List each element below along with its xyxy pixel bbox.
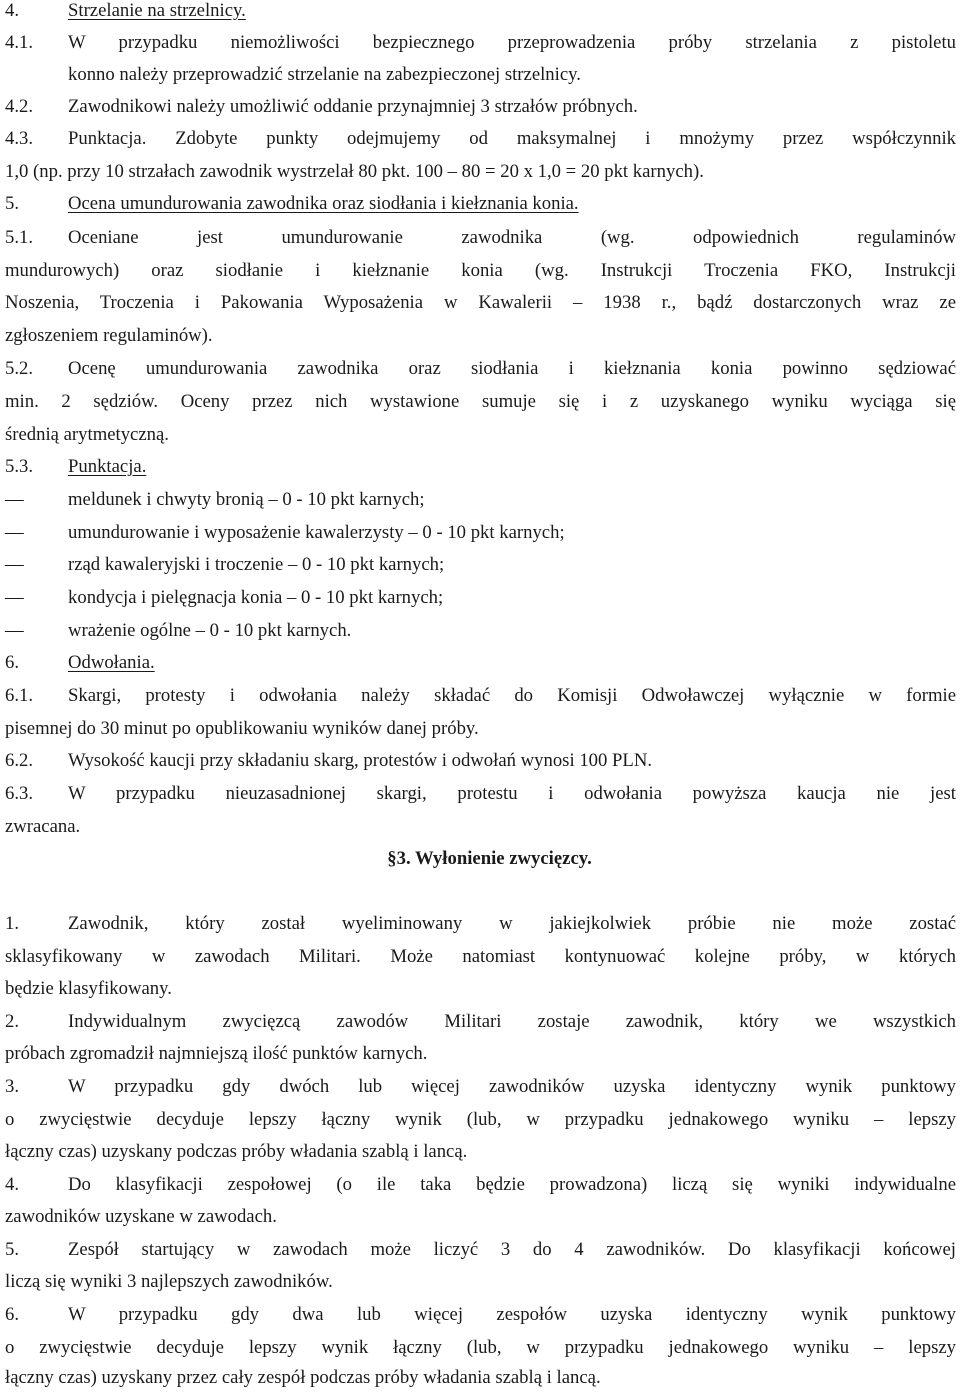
section-5-title: Ocena umundurowania zawodnika oraz siodłania i kiełznania konia. (68, 193, 579, 214)
list-item: — wrażenie ogólne – 0 - 10 pkt karnych. (5, 614, 956, 647)
scoring-title: Punktacja. (68, 456, 147, 477)
chapter-3-item-2-line2: próbach zgromadził najmniejszą ilość punktów karnych. (5, 1043, 428, 1064)
list-item: — kondycja i pielęgnacja konia – 0 - 10 pkt karnych; (5, 581, 956, 614)
dash-bullet: — (5, 554, 24, 575)
dash-bullet: — (5, 489, 24, 510)
chapter-3-item-3: 3. W przypadku gdy dwóch lub więcej zawodników uzyska identyczny wynik punktowy (5, 1076, 956, 1097)
chapter-3-item-3-line2: o zwycięstwie decyduje lepszy łączny wynik (lub, w przypadku jednakowego wyniku – lepszy (5, 1109, 956, 1130)
chapter-3-item-6-line2: o zwycięstwie decyduje lepszy wynik łączny (lub, w przypadku jednakowego wyniku – lepszy (5, 1337, 956, 1358)
list-item: — umundurowanie i wyposażenie kawalerzysty – 0 - 10 pkt karnych; (5, 516, 956, 549)
chapter-3-item-6: 6. W przypadku gdy dwa lub więcej zespołów uzyska identyczny wynik punktowy (5, 1304, 956, 1325)
paragraph-4-3: 4.3. Punktacja. Zdobyte punkty odejmujemy od maksymalnej i mnożymy przez współczynnik (5, 128, 956, 149)
list-item: — rząd kawaleryjski i troczenie – 0 - 10 pkt karnych; (5, 548, 956, 581)
chapter-3-item-5: 5. Zespół startujący w zawodach może liczyć 3 do 4 zawodników. Do klasyfikacji końcowej (5, 1239, 956, 1260)
paragraph-4-2: 4.2. Zawodnikowi należy umożliwić oddanie przynajmniej 3 strzałów próbnych. (5, 96, 638, 117)
section-6-heading: 6. Odwołania. (5, 652, 155, 673)
paragraph-5-1-line2: mundurowych) oraz siodłanie i kiełznanie konia (wg. Instrukcji Troczenia FKO, Instrukcji (5, 260, 956, 281)
paragraph-5-2: 5.2. Ocenę umundurowania zawodnika oraz siodłania i kiełznania konia powinno sędziować (5, 358, 956, 379)
paragraph-4-1-cont: konno należy przeprowadzić strzelanie na zabezpieczonej strzelnicy. (68, 64, 581, 85)
paragraph-4-3-cont: 1,0 (np. przy 10 strzałach zawodnik wystrzelał 80 pkt. 100 – 80 = 20 x 1,0 = 20 pkt karnych). (5, 161, 704, 182)
chapter-3-item-3-line3: łączny czas) uzyskany podczas próby władania szablą i lancą. (5, 1141, 468, 1162)
paragraph-6-1: 6.1. Skargi, protesty i odwołania należy składać do Komisji Odwoławczej wyłącznie w formie (5, 685, 956, 706)
paragraph-6-1-cont: pisemnej do 30 minut po opublikowaniu wyników danej próby. (5, 718, 479, 739)
paragraph-5-2-line2: min. 2 sędziów. Oceny przez nich wystawione sumuje się i z uzyskanego wyniku wyciąga się (5, 391, 956, 412)
dash-bullet: — (5, 522, 24, 543)
dash-bullet: — (5, 620, 24, 641)
paragraph-5-1-line4: zgłoszeniem regulaminów). (5, 325, 213, 346)
dash-bullet: — (5, 587, 24, 608)
paragraph-5-1-line3: Noszenia, Troczenia i Pakowania Wyposażenia w Kawalerii – 1938 r., bądź dostarczonych wraz ze (5, 292, 956, 313)
paragraph-5-3: 5.3. Punktacja. (5, 456, 147, 477)
section-4-title: Strzelanie na strzelnicy. (68, 0, 246, 21)
section-5-heading: 5. Ocena umundurowania zawodnika oraz siodłania i kiełznania konia. (5, 193, 579, 214)
paragraph-6-3: 6.3. W przypadku nieuzasadnionej skargi, protestu i odwołania powyższa kaucja nie jest (5, 783, 956, 804)
chapter-3-item-6-line3: łączny czas) uzyskany przez cały zespół podczas próby władania szablą i lancą. (5, 1367, 601, 1388)
chapter-3-title: §3. Wyłonienie zwycięzcy. (387, 848, 592, 869)
chapter-3-item-5-line2: liczą się wyniki 3 najlepszych zawodników. (5, 1271, 333, 1292)
chapter-3-item-2: 2. Indywidualnym zwycięzcą zawodów Militari zostaje zawodnik, który we wszystkich (5, 1011, 956, 1032)
paragraph-5-2-line3: średnią arytmetyczną. (5, 424, 169, 445)
chapter-3-item-1-line3: będzie klasyfikowany. (5, 978, 172, 999)
paragraph-4-1: 4.1. W przypadku niemożliwości bezpiecznego przeprowadzenia próby strzelania z pistoletu (5, 32, 956, 53)
chapter-3-item-4-line2: zawodników uzyskane w zawodach. (5, 1206, 277, 1227)
section-4-heading: 4. Strzelanie na strzelnicy. (5, 0, 246, 21)
section-6-title: Odwołania. (68, 652, 155, 673)
list-item: — meldunek i chwyty bronią – 0 - 10 pkt karnych; (5, 483, 956, 516)
chapter-3-item-4: 4. Do klasyfikacji zespołowej (o ile taka będzie prowadzona) liczą się wyniki indywidualne (5, 1174, 956, 1195)
paragraph-6-3-cont: zwracana. (5, 816, 81, 837)
chapter-3-item-1: 1. Zawodnik, który został wyeliminowany w jakiejkolwiek próbie nie może zostać (5, 913, 956, 934)
paragraph-5-1: 5.1. Oceniane jest umundurowanie zawodnika (wg. odpowiednich regulaminów (5, 227, 956, 248)
paragraph-6-2: 6.2. Wysokość kaucji przy składaniu skarg, protestów i odwołań wynosi 100 PLN. (5, 750, 652, 771)
chapter-3-item-1-line2: sklasyfikowany w zawodach Militari. Może natomiast kontynuować kolejne próby, w których (5, 946, 956, 967)
